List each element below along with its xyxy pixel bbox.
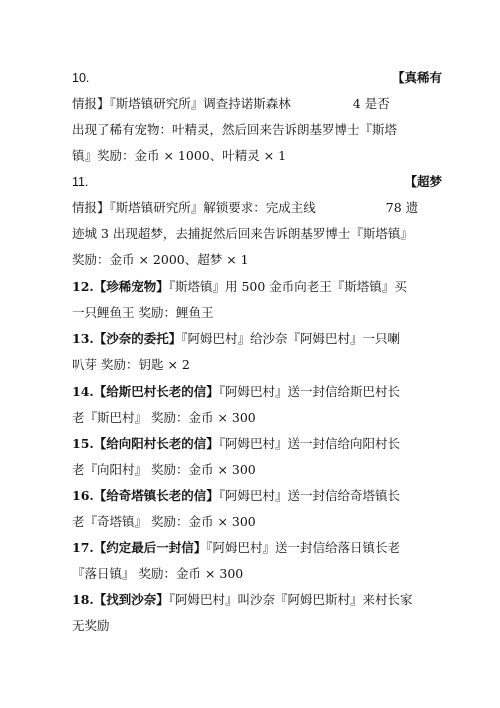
entry-15-title: 15.【给向阳村长老的信】 bbox=[72, 436, 219, 451]
entry-14-line-1: 14.【给斯巴村长老的信】『阿姆巴村』送一封信给斯巴村长 bbox=[72, 384, 401, 399]
entry-13-line-1: 13.【沙奈的委托】『阿姆巴村』给沙奈『阿姆巴村』一只喇 bbox=[72, 331, 401, 346]
entry-16-title: 16.【给奇塔镇长老的信】 bbox=[72, 488, 219, 503]
entry-18-line-2: 无奖励 bbox=[72, 618, 110, 633]
entry-14-line-2: 老『斯巴村』 奖励：金币 × 300 bbox=[72, 410, 256, 425]
entry-18-title: 18.【找到沙奈】 bbox=[72, 592, 169, 607]
entry-12-line-1: 12.【珍稀宠物】『斯塔镇』用 500 金币向老王『斯塔镇』买 bbox=[72, 279, 407, 294]
entry-11-line-2: 情报】『斯塔镇研究所』解锁要求：完成主线 78 遗 bbox=[72, 200, 419, 215]
entry-10-line-3: 出现了稀有宠物：叶精灵，然后回来告诉朗基罗博士『斯塔 bbox=[72, 122, 398, 137]
entry-10-line-1 bbox=[72, 70, 442, 86]
entry-15-line-2: 老『向阳村』 奖励：金币 × 300 bbox=[72, 462, 256, 477]
entry-11-number: 11. bbox=[72, 175, 89, 189]
entry-18-line-1: 18.【找到沙奈】『阿姆巴村』叫沙奈『阿姆巴斯村』来村长家 bbox=[72, 592, 413, 607]
entry-16-line-2: 老『奇塔镇』 奖励：金币 × 300 bbox=[72, 514, 256, 529]
entry-11-line-4: 奖励：金币 × 2000、超梦 × 1 bbox=[72, 252, 249, 267]
entry-11-line-1 bbox=[72, 174, 442, 190]
entry-10-number: 10. bbox=[72, 71, 90, 85]
entry-10-line-4: 镇』奖励：金币 × 1000、叶精灵 × 1 bbox=[72, 148, 287, 163]
entry-11-line-3: 迹城 3 出现超梦，去捕捉然后回来告诉朗基罗博士『斯塔镇』 bbox=[72, 226, 413, 241]
entry-10-line-2: 情报】『斯塔镇研究所』调查持诺斯森林 4 是否 bbox=[72, 96, 390, 111]
entry-12-line-2: 一只鲤鱼王 奖励：鲤鱼王 bbox=[72, 305, 214, 320]
entry-17-line-1: 17.【约定最后一封信】『阿姆巴村』送一封信给落日镇长老 bbox=[72, 540, 401, 555]
entry-11-title: 【超梦 bbox=[404, 174, 442, 189]
entry-14-title: 14.【给斯巴村长老的信】 bbox=[72, 384, 219, 399]
entry-13-line-2: 叭芽 奖励：钥匙 × 2 bbox=[72, 357, 190, 372]
entry-15-line-1: 15.【给向阳村长老的信】『阿姆巴村』送一封信给向阳村长 bbox=[72, 436, 401, 451]
entry-16-line-1: 16.【给奇塔镇长老的信】『阿姆巴村』送一封信给奇塔镇长 bbox=[72, 488, 401, 503]
entry-17-title: 17.【约定最后一封信】 bbox=[72, 540, 207, 555]
entry-13-title: 13.【沙奈的委托】 bbox=[72, 331, 182, 346]
entry-10-title: 【真稀有 bbox=[391, 70, 442, 85]
entry-12-title: 12.【珍稀宠物】 bbox=[72, 279, 169, 294]
entry-17-line-2: 『落日镇』 奖励：金币 × 300 bbox=[72, 566, 244, 581]
